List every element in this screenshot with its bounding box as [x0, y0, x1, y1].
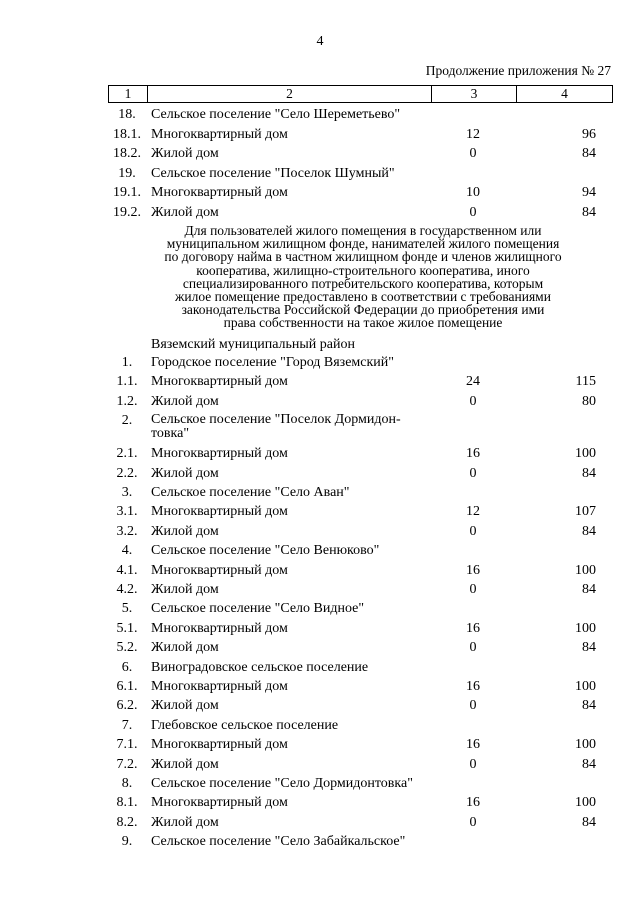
row-value-col3: 0: [469, 393, 477, 409]
row-number: 3.: [121, 485, 133, 500]
row-value-col4: 100: [575, 620, 596, 636]
table-row: [0, 620, 640, 637]
table-row: [0, 373, 640, 390]
row-value-col4: 80: [582, 393, 596, 409]
row-value-col4: 84: [582, 814, 596, 830]
row-value-col4: 115: [575, 374, 596, 390]
row-value-col4: 96: [582, 126, 596, 142]
row-value-col4: 84: [582, 640, 596, 656]
row-value-col3: 0: [469, 465, 477, 481]
table-row: [0, 445, 640, 462]
row-number: 4.2.: [116, 582, 138, 597]
table-row: [0, 717, 640, 734]
row-value-col4: 94: [582, 185, 596, 200]
row-value-col3: 16: [466, 679, 480, 694]
table-row: [0, 106, 640, 123]
row-value-col4: 84: [582, 523, 596, 539]
row-value-col4: 84: [582, 582, 596, 597]
row-value-col4: 84: [582, 698, 596, 714]
row-number: 2.2.: [116, 465, 138, 481]
table-row: [0, 503, 640, 520]
paragraph-line: законодательства Российской Федерации до приобретения ими: [181, 302, 545, 318]
row-name: Городское поселение "Город Вяземский": [151, 355, 395, 370]
row-value-col3: 16: [466, 620, 480, 636]
row-name: Сельское поселение "Село Шереметьево": [151, 107, 401, 122]
table-row: [0, 412, 640, 442]
table-row: [0, 542, 640, 559]
district-heading: Вяземский муниципальный район: [151, 337, 355, 352]
row-value-col4: 84: [582, 756, 596, 772]
row-value-col3: 0: [469, 582, 477, 597]
row-name: Сельское поселение "Село Венюково": [151, 543, 380, 559]
row-number: 19.: [118, 165, 136, 181]
row-name: Многоквартирный дом: [151, 620, 288, 636]
row-value-col4: 84: [582, 146, 596, 161]
row-value-col3: 16: [466, 795, 480, 811]
table-row: [0, 775, 640, 792]
paragraph-line: жилое помещение предоставлено в соответствии с требованиями: [175, 289, 551, 305]
category-paragraph: [128, 224, 598, 330]
row-name: Жилой дом: [151, 146, 219, 161]
row-value-col3: 0: [469, 146, 477, 161]
header-col-2: 2: [148, 86, 432, 102]
row-number: 7.: [121, 717, 133, 733]
row-name: Сельское поселение "Село Забайкальское": [151, 834, 406, 850]
row-name: Многоквартирный дом: [151, 446, 288, 462]
row-number: 18.1.: [113, 126, 141, 142]
table-row: [0, 354, 640, 371]
row-name: Многоквартирный дом: [151, 795, 288, 811]
row-name: Жилой дом: [151, 814, 219, 830]
row-number: 3.2.: [116, 523, 138, 539]
row-name: Многоквартирный дом: [151, 504, 288, 520]
table-row: [0, 794, 640, 811]
row-number: 1.1.: [116, 374, 138, 390]
table-row: [0, 659, 640, 676]
table-row: [0, 814, 640, 831]
row-name: Жилой дом: [151, 393, 219, 409]
table-row: [0, 736, 640, 753]
table-row: [0, 639, 640, 656]
row-number: 18.: [118, 107, 136, 122]
row-number: 2.: [121, 413, 133, 429]
table-row: [0, 678, 640, 695]
row-name: Сельское поселение "Поселок Шумный": [151, 165, 395, 181]
row-name: Жилой дом: [151, 756, 219, 772]
table-row: [0, 756, 640, 773]
row-name: Сельское поселение "Поселок Дормидон- товка": [151, 412, 401, 442]
row-value-col3: 0: [469, 204, 477, 220]
row-number: 6.: [121, 659, 133, 675]
table-row: [0, 484, 640, 501]
paragraph-line: муниципальном жилищном фонде, нанимателей жилого помещения: [166, 236, 560, 252]
row-number: 5.2.: [116, 640, 138, 656]
row-value-col3: 0: [469, 814, 477, 830]
paragraph-line: специализированного потребительского кооператива, которым: [182, 275, 544, 291]
row-number: 8.1.: [116, 795, 138, 811]
row-value-col4: 100: [575, 795, 596, 811]
row-number: 19.2.: [113, 204, 141, 220]
row-number: 8.: [121, 776, 133, 791]
table-row: [0, 165, 640, 182]
row-name: Виноградовское сельское поселение: [151, 659, 369, 675]
row-number: 7.2.: [116, 756, 138, 772]
table-row: [0, 184, 640, 201]
table-row: [0, 833, 640, 850]
row-value-col3: 12: [466, 504, 480, 520]
row-name: Жилой дом: [151, 204, 219, 220]
row-number: 4.1.: [116, 562, 138, 578]
row-name: Многоквартирный дом: [151, 679, 288, 694]
row-number: 2.1.: [116, 446, 138, 462]
table-header: [108, 85, 613, 103]
paragraph-line: кооператива, жилищно-строительного кооператива, иного: [196, 262, 530, 278]
row-value-col3: 12: [466, 126, 480, 142]
row-value-col4: 100: [575, 446, 596, 462]
table-row: [0, 126, 640, 143]
row-value-col3: 16: [466, 737, 480, 753]
row-value-col4: 100: [575, 562, 596, 578]
table-row: [0, 562, 640, 579]
row-value-col3: 16: [466, 446, 480, 462]
row-value-col3: 10: [466, 185, 480, 200]
row-name: Сельское поселение "Село Дормидонтовка": [151, 776, 413, 791]
row-name: Сельское поселение "Село Видное": [151, 601, 365, 617]
continuation-caption: Продолжение приложения № 27: [425, 63, 611, 78]
row-number: 6.1.: [116, 679, 138, 694]
row-name: Глебовское сельское поселение: [151, 717, 339, 733]
row-value-col3: 0: [469, 523, 477, 539]
row-number: 8.2.: [116, 814, 138, 830]
row-name: Многоквартирный дом: [151, 737, 288, 753]
row-number: 19.1.: [113, 185, 141, 200]
row-value-col3: 0: [469, 756, 477, 772]
row-number: 4.: [121, 543, 133, 559]
row-value-col3: 24: [466, 374, 480, 390]
row-number: 5.1.: [116, 620, 138, 636]
header-col-4: 4: [561, 86, 568, 101]
table-row: [0, 145, 640, 162]
row-name: Сельское поселение "Село Аван": [151, 485, 350, 500]
paragraph-line: по договору найма в частном жилищном фонде и членов жилищного: [164, 249, 562, 265]
row-number: 5.: [121, 601, 133, 617]
row-value-col4: 84: [582, 204, 596, 220]
row-number: 1.2.: [116, 393, 138, 409]
table-row: [0, 600, 640, 617]
paragraph-line: Для пользователей жилого помещения в государственном или: [184, 223, 542, 238]
row-value-col3: 0: [469, 698, 477, 714]
row-number: 6.2.: [116, 698, 138, 714]
table-row: [0, 465, 640, 482]
row-name: Жилой дом: [151, 465, 219, 481]
header-col-1: 1: [109, 86, 148, 102]
row-number: 3.1.: [116, 504, 138, 520]
table-row: [0, 204, 640, 221]
row-name: Жилой дом: [151, 582, 219, 597]
row-number: 7.1.: [116, 737, 138, 753]
row-value-col4: 84: [582, 465, 596, 481]
table-row: [0, 581, 640, 598]
row-name: Жилой дом: [151, 640, 219, 656]
row-number: 9.: [121, 834, 133, 850]
table-row: [0, 393, 640, 410]
row-name: Жилой дом: [151, 698, 219, 714]
row-value-col3: 0: [469, 640, 477, 656]
row-name: Многоквартирный дом: [151, 185, 288, 200]
page-number: 4: [316, 34, 324, 49]
row-value-col3: 16: [466, 562, 480, 578]
row-number: 1.: [121, 355, 133, 370]
row-value-col4: 107: [575, 504, 596, 520]
table-row: [0, 523, 640, 540]
table-row: [0, 697, 640, 714]
district-heading-row: [0, 336, 640, 353]
row-name: Многоквартирный дом: [151, 374, 288, 390]
row-name: Жилой дом: [151, 523, 219, 539]
row-value-col4: 100: [575, 737, 596, 753]
row-number: 18.2.: [113, 146, 141, 161]
row-name: Многоквартирный дом: [151, 562, 288, 578]
paragraph-line: права собственности на такое жилое помещение: [223, 315, 503, 331]
header-col-3: 3: [432, 86, 517, 102]
row-value-col4: 100: [575, 679, 596, 694]
row-name: Многоквартирный дом: [151, 126, 288, 142]
